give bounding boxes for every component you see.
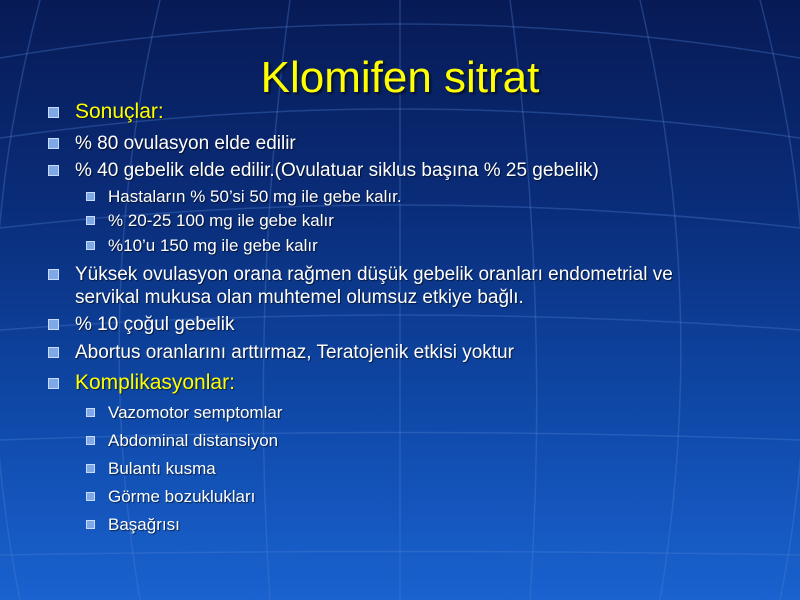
sub-bullet-item: [86, 235, 766, 256]
bullet-text: % 80 ovulasyon elde edilir: [75, 133, 296, 154]
square-bullet-icon: [48, 378, 59, 389]
bullet-text: Vazomotor semptomlar: [108, 403, 283, 422]
square-bullet-icon: [48, 165, 59, 176]
bullet-text: Abortus oranlarını arttırmaz, Teratojenik etkisi yoktur: [75, 342, 514, 363]
sub-bullet-item: [86, 430, 766, 451]
bullet-item: [48, 313, 768, 336]
bullet-text: Sonuçlar:: [75, 100, 164, 123]
bullet-text: % 20-25 100 mg ile gebe kalır: [108, 211, 334, 230]
slide-title: Klomifen sitrat: [260, 53, 540, 102]
sub-bullet-item: [86, 458, 766, 479]
square-bullet-icon: [86, 464, 95, 473]
bullet-text: Abdominal distansiyon: [108, 431, 279, 450]
bullet-text: %10’u 150 mg ile gebe kalır: [108, 236, 318, 255]
sub-bullet-item: [86, 514, 766, 535]
bullet-item: [48, 341, 768, 364]
bullet-text: % 10 çoğul gebelik: [75, 314, 235, 335]
square-bullet-icon: [86, 216, 95, 225]
square-bullet-icon: [48, 319, 59, 330]
square-bullet-icon: [86, 436, 95, 445]
sub-bullet-item: [86, 186, 766, 207]
square-bullet-icon: [86, 492, 95, 501]
bullet-text: Komplikasyonlar:: [75, 371, 235, 394]
square-bullet-icon: [86, 192, 95, 201]
sub-bullet-item: [86, 402, 766, 423]
bullet-text: Hastaların % 50’si 50 mg ile gebe kalır.: [108, 187, 402, 206]
bullet-text: Yüksek ovulasyon orana rağmen düşük gebelik oranları endometrial ve servikal mukusa olan muhtemel olumsuz etkiye bağlı.: [75, 264, 673, 308]
square-bullet-icon: [48, 107, 59, 118]
bullet-text: Başağrısı: [108, 515, 180, 534]
square-bullet-icon: [86, 520, 95, 529]
bullet-item-komplikasyonlar: [48, 371, 768, 394]
bullet-item: [48, 159, 768, 182]
sub-bullet-item: [86, 210, 766, 231]
square-bullet-icon: [48, 138, 59, 149]
bullet-text: % 40 gebelik elde edilir.(Ovulatuar siklus başına % 25 gebelik): [75, 160, 599, 181]
square-bullet-icon: [86, 408, 95, 417]
square-bullet-icon: [86, 241, 95, 250]
sub-bullet-item: [86, 486, 766, 507]
bullet-item: [48, 132, 768, 155]
square-bullet-icon: [48, 269, 59, 280]
square-bullet-icon: [48, 347, 59, 358]
bullet-item: [48, 263, 698, 309]
bullet-text: Bulantı kusma: [108, 459, 216, 478]
bullet-item-sonuclar: [48, 100, 768, 123]
bullet-text: Görme bozuklukları: [108, 487, 256, 506]
